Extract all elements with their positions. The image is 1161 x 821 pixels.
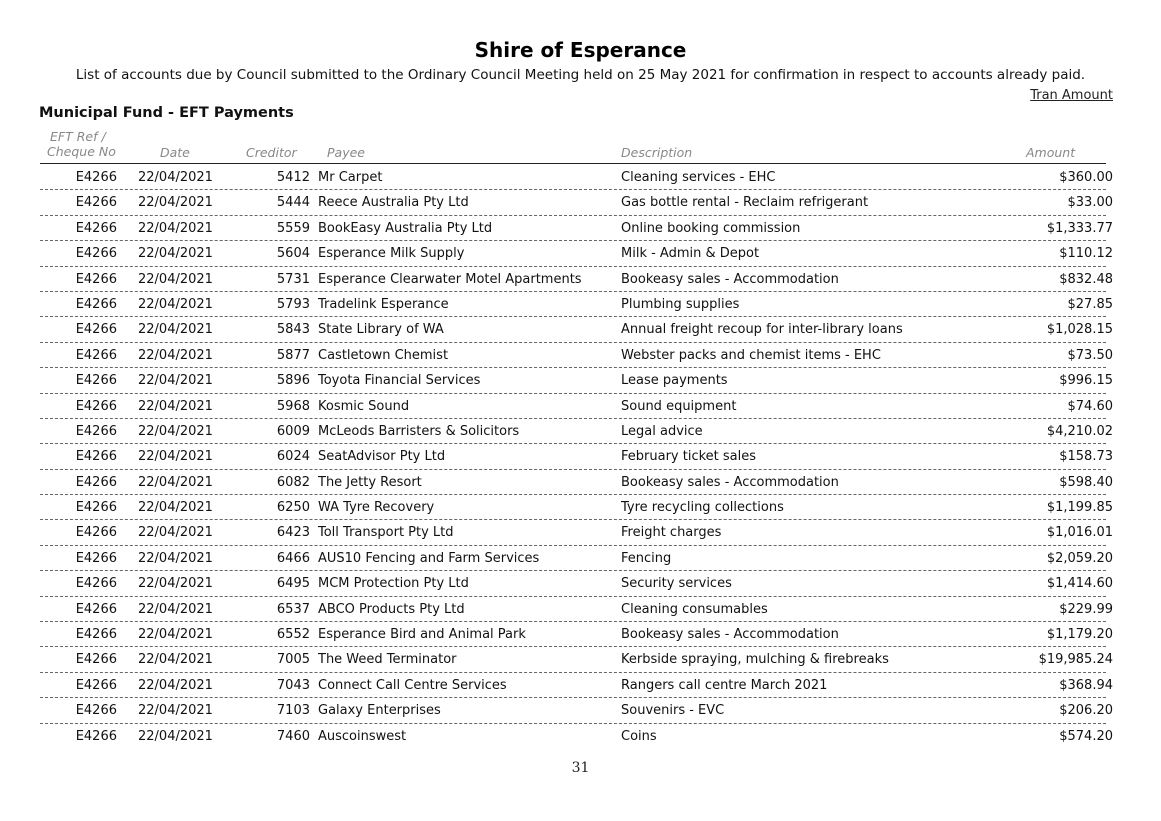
cell-creditor: 6537 (276, 601, 310, 617)
table-row (0, 267, 1161, 292)
cell-amount: $206.20 (1059, 703, 1113, 719)
cell-description: Lease payments (621, 373, 728, 389)
table-row (0, 571, 1161, 596)
column-header-ref (47, 129, 116, 159)
cell-creditor: 6024 (276, 449, 310, 465)
cell-amount: $360.00 (1059, 170, 1113, 185)
cell-amount: $19,985.24 (1038, 652, 1113, 668)
cell-description: Bookeasy sales - Accommodation (621, 474, 839, 490)
cell-amount: $1,028.15 (1046, 322, 1113, 338)
table-row (0, 520, 1161, 545)
cell-ref: E4266 (75, 627, 117, 643)
cell-payee: Esperance Bird and Animal Park (318, 627, 526, 643)
cell-amount: $1,016.01 (1046, 525, 1113, 541)
cell-amount: $110.12 (1059, 246, 1113, 262)
table-row (0, 470, 1161, 495)
cell-payee: AUS10 Fencing and Farm Services (318, 550, 540, 566)
table-row (0, 597, 1161, 622)
cell-creditor: 7103 (276, 703, 310, 719)
cell-ref: E4266 (75, 652, 117, 668)
cell-payee: Esperance Clearwater Motel Apartments (318, 271, 582, 287)
cell-amount: $74.60 (1067, 398, 1113, 414)
cell-description: Gas bottle rental - Reclaim refrigerant (621, 195, 869, 211)
cell-description: Milk - Admin & Depot (621, 246, 760, 262)
cell-date: 22/04/2021 (138, 627, 213, 643)
cell-payee: WA Tyre Recovery (318, 500, 435, 516)
cell-payee: Esperance Milk Supply (318, 246, 465, 262)
cell-description: Kerbside spraying, mulching & firebreaks (621, 652, 889, 668)
cell-date: 22/04/2021 (138, 550, 213, 566)
table-row (0, 241, 1161, 266)
cell-creditor: 5793 (276, 296, 310, 312)
cell-creditor: 7005 (276, 652, 310, 668)
cell-description: February ticket sales (621, 449, 757, 465)
cell-payee: Galaxy Enterprises (318, 703, 441, 719)
cell-payee: MCM Protection Pty Ltd (318, 576, 469, 592)
page-number: 31 (571, 760, 590, 776)
cell-description: Freight charges (621, 525, 722, 541)
cell-amount: $27.85 (1067, 296, 1113, 312)
cell-ref: E4266 (75, 246, 117, 262)
cell-payee: The Jetty Resort (318, 474, 422, 490)
cell-creditor: 6082 (276, 474, 310, 490)
column-header-payee: Payee (327, 145, 365, 160)
cell-payee: Toyota Financial Services (318, 373, 481, 389)
header-divider (40, 163, 1106, 164)
page-title: Shire of Esperance (474, 38, 687, 62)
cell-amount: $574.20 (1059, 728, 1113, 744)
table-row (0, 495, 1161, 520)
cell-payee: Connect Call Centre Services (318, 677, 507, 693)
table-row (0, 673, 1161, 698)
cell-payee: Mr Carpet (318, 170, 383, 185)
cell-description: Security services (621, 576, 732, 592)
cell-amount: $996.15 (1059, 373, 1113, 389)
cell-description: Tyre recycling collections (621, 500, 784, 516)
cell-date: 22/04/2021 (138, 373, 213, 389)
cell-payee: Castletown Chemist (318, 347, 449, 363)
cell-creditor: 5731 (276, 271, 310, 287)
table-row (0, 317, 1161, 342)
cell-amount: $1,414.60 (1046, 576, 1113, 592)
cell-ref: E4266 (75, 525, 117, 541)
cell-description: Plumbing supplies (621, 296, 740, 312)
cell-date: 22/04/2021 (138, 296, 213, 312)
cell-payee: Kosmic Sound (318, 398, 410, 414)
cell-ref: E4266 (75, 576, 117, 592)
cell-date: 22/04/2021 (138, 195, 213, 211)
cell-description: Online booking commission (621, 220, 801, 236)
column-header-creditor: Creditor (246, 145, 297, 160)
cell-amount: $1,199.85 (1046, 500, 1113, 516)
table-row (0, 343, 1161, 368)
cell-description: Bookeasy sales - Accommodation (621, 627, 839, 643)
cell-date: 22/04/2021 (138, 322, 213, 338)
section-title: Municipal Fund - EFT Payments (39, 105, 294, 121)
table-row (0, 419, 1161, 444)
cell-description: Legal advice (621, 423, 703, 439)
cell-date: 22/04/2021 (138, 576, 213, 592)
cell-creditor: 6495 (276, 576, 310, 592)
cell-description: Bookeasy sales - Accommodation (621, 271, 839, 287)
cell-ref: E4266 (75, 373, 117, 389)
cell-payee: ABCO Products Pty Ltd (318, 601, 465, 617)
cell-description: Fencing (621, 550, 672, 566)
cell-creditor: 6466 (276, 550, 310, 566)
cell-date: 22/04/2021 (138, 347, 213, 363)
table-row (0, 546, 1161, 571)
column-header-amount: Amount (1026, 145, 1076, 160)
cell-creditor: 5444 (276, 195, 310, 211)
table-row (0, 368, 1161, 393)
cell-amount: $4,210.02 (1046, 423, 1113, 439)
cell-amount: $1,179.20 (1046, 627, 1113, 643)
cell-amount: $598.40 (1059, 474, 1113, 490)
cell-date: 22/04/2021 (138, 398, 213, 414)
cell-date: 22/04/2021 (138, 525, 213, 541)
table-row (0, 190, 1161, 215)
cell-ref: E4266 (75, 703, 117, 719)
cell-payee: McLeods Barristers & Solicitors (318, 423, 520, 439)
cell-description: Cleaning services - EHC (621, 170, 776, 185)
cell-payee: Reece Australia Pty Ltd (318, 195, 469, 211)
cell-payee: Tradelink Esperance (318, 296, 449, 312)
cell-date: 22/04/2021 (138, 703, 213, 719)
cell-ref: E4266 (75, 728, 117, 744)
payments-table (0, 165, 1161, 749)
cell-amount: $33.00 (1067, 195, 1113, 211)
cell-ref: E4266 (75, 347, 117, 363)
cell-amount: $1,333.77 (1046, 220, 1113, 236)
cell-ref: E4266 (75, 677, 117, 693)
tran-amount-link[interactable]: Tran Amount (1030, 88, 1113, 103)
cell-ref: E4266 (75, 170, 117, 185)
cell-ref: E4266 (75, 195, 117, 211)
cell-date: 22/04/2021 (138, 652, 213, 668)
cell-creditor: 5559 (276, 220, 310, 236)
cell-ref: E4266 (75, 220, 117, 236)
cell-creditor: 6250 (276, 500, 310, 516)
cell-date: 22/04/2021 (138, 170, 213, 185)
cell-amount: $73.50 (1067, 347, 1113, 363)
cell-date: 22/04/2021 (138, 423, 213, 439)
cell-creditor: 6423 (276, 525, 310, 541)
table-row (0, 394, 1161, 419)
cell-payee: SeatAdvisor Pty Ltd (318, 449, 446, 465)
page-subtitle: List of accounts due by Council submitted to the Ordinary Council Meeting held on 25 May 2021 for confirmation in respect to accounts already paid. (75, 67, 1086, 83)
table-row (0, 724, 1161, 749)
cell-date: 22/04/2021 (138, 449, 213, 465)
cell-payee: The Weed Terminator (318, 652, 457, 668)
cell-creditor: 5604 (276, 246, 310, 262)
cell-date: 22/04/2021 (138, 601, 213, 617)
table-row (0, 698, 1161, 723)
column-header-ref-line1: EFT Ref / (50, 129, 106, 144)
cell-description: Rangers call centre March 2021 (621, 677, 828, 693)
cell-creditor: 5877 (276, 347, 310, 363)
column-header-description: Description (621, 145, 693, 160)
cell-ref: E4266 (75, 423, 117, 439)
cell-ref: E4266 (75, 322, 117, 338)
cell-creditor: 5843 (276, 322, 310, 338)
cell-creditor: 7460 (276, 728, 310, 744)
cell-amount: $158.73 (1059, 449, 1113, 465)
cell-description: Annual freight recoup for inter-library loans (621, 322, 903, 338)
cell-description: Coins (621, 728, 657, 744)
cell-creditor: 7043 (276, 677, 310, 693)
cell-date: 22/04/2021 (138, 246, 213, 262)
cell-date: 22/04/2021 (138, 728, 213, 744)
cell-date: 22/04/2021 (138, 500, 213, 516)
cell-date: 22/04/2021 (138, 474, 213, 490)
cell-amount: $368.94 (1059, 677, 1113, 693)
cell-creditor: 5896 (276, 373, 310, 389)
cell-ref: E4266 (75, 500, 117, 516)
cell-payee: State Library of WA (318, 322, 444, 338)
cell-description: Sound equipment (621, 398, 737, 414)
cell-description: Webster packs and chemist items - EHC (621, 347, 881, 363)
cell-creditor: 5968 (276, 398, 310, 414)
cell-payee: Auscoinswest (318, 728, 407, 744)
cell-ref: E4266 (75, 271, 117, 287)
cell-creditor: 6009 (276, 423, 310, 439)
table-row (0, 216, 1161, 241)
table-row (0, 165, 1161, 190)
cell-date: 22/04/2021 (138, 271, 213, 287)
cell-date: 22/04/2021 (138, 677, 213, 693)
cell-payee: BookEasy Australia Pty Ltd (318, 220, 493, 236)
cell-amount: $229.99 (1059, 601, 1113, 617)
cell-creditor: 6552 (276, 627, 310, 643)
table-row (0, 647, 1161, 672)
cell-ref: E4266 (75, 449, 117, 465)
cell-ref: E4266 (75, 601, 117, 617)
column-header-ref-line2: Cheque No (47, 144, 116, 159)
table-row (0, 292, 1161, 317)
cell-ref: E4266 (75, 474, 117, 490)
table-row (0, 622, 1161, 647)
column-header-date: Date (160, 145, 190, 160)
cell-ref: E4266 (75, 398, 117, 414)
table-row (0, 444, 1161, 469)
cell-ref: E4266 (75, 550, 117, 566)
cell-description: Souvenirs - EVC (621, 703, 725, 719)
cell-amount: $2,059.20 (1046, 550, 1113, 566)
cell-amount: $832.48 (1059, 271, 1113, 287)
cell-date: 22/04/2021 (138, 220, 213, 236)
cell-ref: E4266 (75, 296, 117, 312)
cell-description: Cleaning consumables (621, 601, 768, 617)
cell-creditor: 5412 (276, 170, 310, 185)
cell-payee: Toll Transport Pty Ltd (318, 525, 454, 541)
